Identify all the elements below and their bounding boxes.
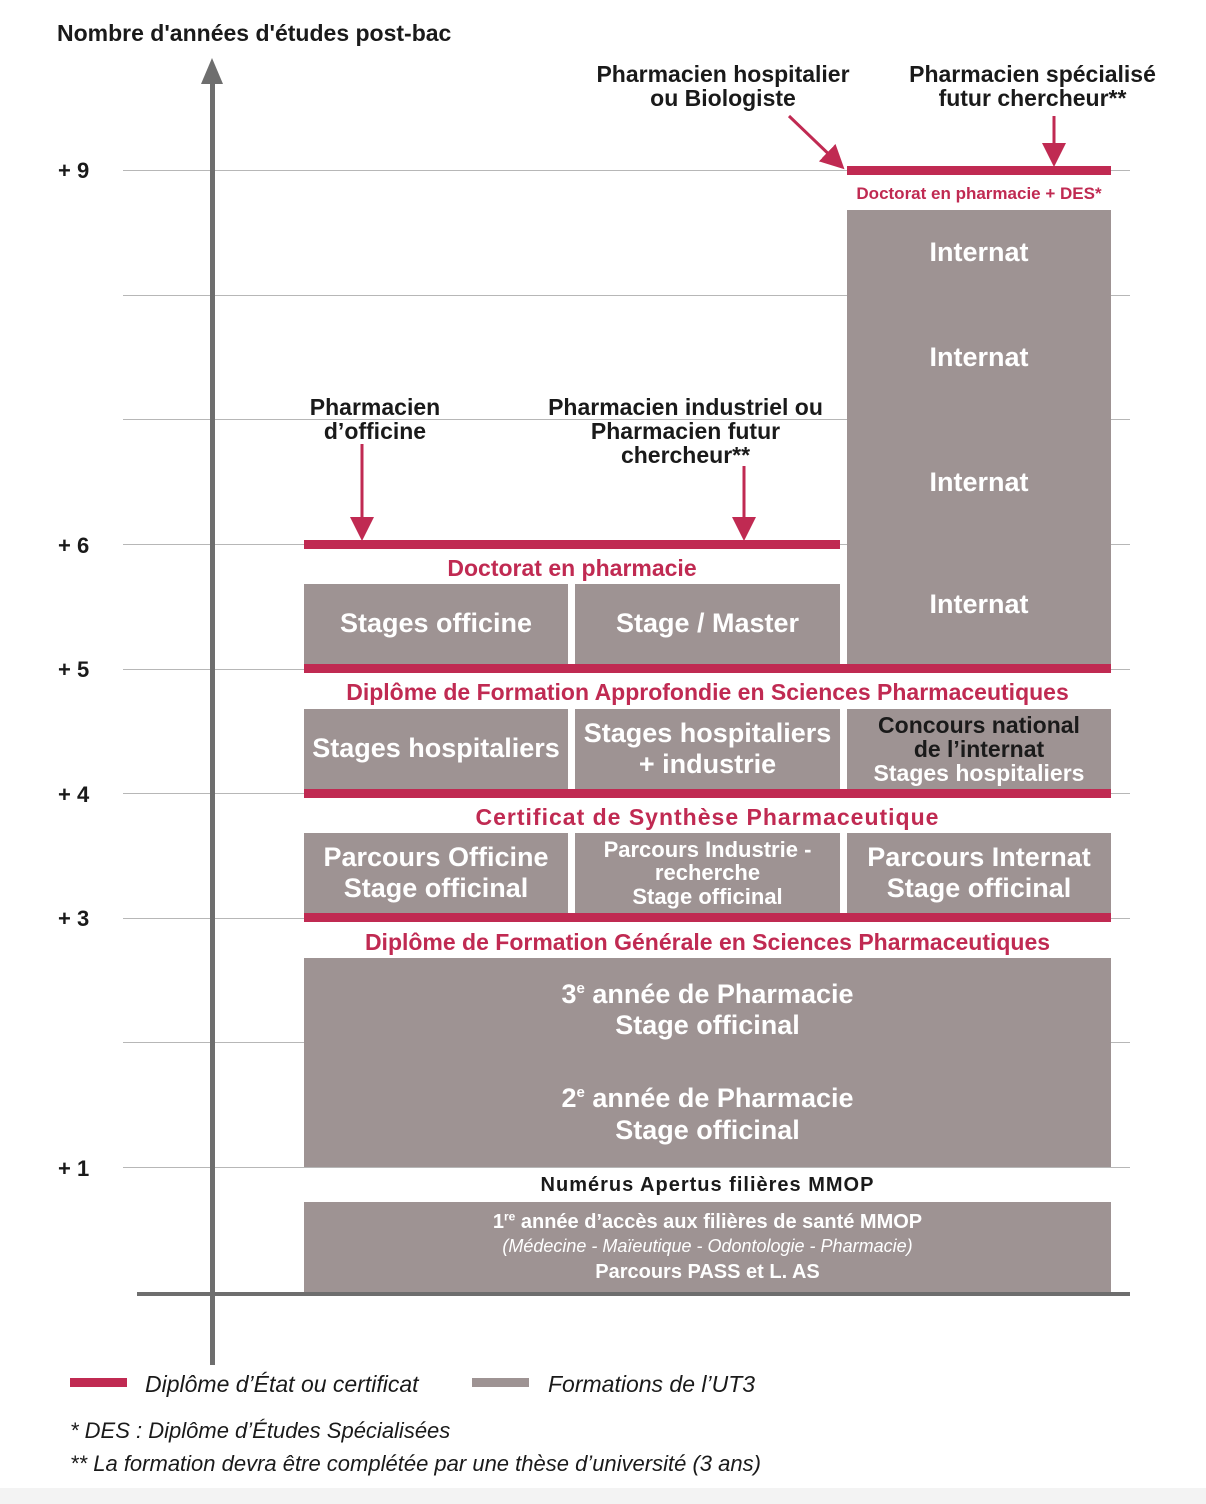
stages-hosp-industrie-line1: Stages hospitaliers — [583, 717, 832, 748]
concours-line2: de l’internat — [913, 735, 1045, 762]
footnote-des: * DES : Diplôme d’Études Spécialisées — [70, 1418, 451, 1443]
annee2-title: 2e année de Pharmacie — [561, 1083, 854, 1114]
parcours-industrie-line1: Parcours Industrie - — [603, 837, 812, 863]
legend-grey-swatch — [472, 1378, 529, 1387]
legend-formations: Formations de l’UT3 — [548, 1371, 756, 1397]
tick-label: + 6 — [58, 533, 90, 558]
career-hospitalier: Pharmacien hospitalier ou Biologiste — [596, 61, 850, 112]
parcours-internat-line2: Stage officinal — [886, 873, 1072, 903]
parcours-officine-line2: Stage officinal — [343, 873, 529, 903]
dfasp-label: Diplôme de Formation Approfondie en Sciences Pharmaceutiques — [346, 679, 1069, 705]
doctorat-des-label: Doctorat en pharmacie + DES* — [856, 184, 1102, 203]
annee3-stage: Stage officinal — [615, 1010, 800, 1040]
y-axis — [210, 80, 215, 1365]
parcours-internat-line1: Parcours Internat — [867, 841, 1091, 872]
annee1-detail: (Médecine - Maïeutique - Odontologie - Pharmacie) — [502, 1236, 913, 1257]
career-officine: Pharmacien d’officine — [309, 394, 441, 445]
concours-line1: Concours national — [878, 711, 1080, 738]
concours-line3: Stages hospitaliers — [873, 760, 1085, 787]
parcours-officine-line1: Parcours Officine — [323, 841, 549, 872]
internat-year: Internat — [929, 341, 1029, 372]
parcours-industrie-line3: Stage officinal — [632, 883, 783, 909]
internat-year: Internat — [929, 236, 1029, 267]
axis-title: Nombre d'années d'études post-bac — [57, 20, 452, 46]
parcours-industrie-line2: recherche — [654, 860, 761, 886]
legend-red-swatch — [70, 1378, 127, 1387]
tick-label: + 1 — [58, 1156, 90, 1181]
legend-diplome: Diplôme d’État ou certificat — [145, 1371, 419, 1397]
annee1-parcours: Parcours PASS et L. AS — [595, 1260, 820, 1283]
bottom-strip — [0, 1488, 1206, 1504]
numerus-label: Numérus Apertus filières MMOP — [540, 1174, 875, 1196]
y-axis-arrow-icon — [201, 58, 223, 84]
internat-year: Internat — [929, 588, 1029, 619]
footnote-these: ** La formation devra être complétée par une thèse d’université (3 ans) — [70, 1451, 761, 1476]
tick-label: + 9 — [58, 158, 90, 183]
annee1-title: 1re année d’accès aux filières de santé MMOP — [492, 1209, 923, 1234]
career-chercheur-specialise: Pharmacien spécialisé futur chercheur** — [909, 61, 1156, 112]
stages-hospitaliers-label: Stages hospitaliers — [312, 733, 560, 764]
doctorat-label: Doctorat en pharmacie — [447, 555, 697, 581]
tick-label: + 3 — [58, 906, 90, 931]
internat-year: Internat — [929, 466, 1029, 497]
career-industriel: Pharmacien industriel ou Pharmacien futur chercheur** — [548, 394, 823, 469]
dfgsp-label: Diplôme de Formation Générale en Sciences Pharmaceutiques — [364, 929, 1051, 955]
annee2-stage: Stage officinal — [615, 1114, 800, 1145]
stages-hosp-industrie-line2: + industrie — [638, 749, 777, 779]
csp-label: Certificat de Synthèse Pharmaceutique — [475, 804, 940, 830]
annee3-title: 3e année de Pharmacie — [561, 978, 854, 1009]
x-axis — [137, 1292, 1130, 1296]
stage-master-label: Stage / Master — [615, 608, 800, 639]
arrow-icon — [789, 116, 838, 163]
tick-label: + 5 — [58, 657, 90, 682]
stages-officine-label: Stages officine — [339, 608, 533, 639]
tick-label: + 4 — [58, 782, 90, 807]
